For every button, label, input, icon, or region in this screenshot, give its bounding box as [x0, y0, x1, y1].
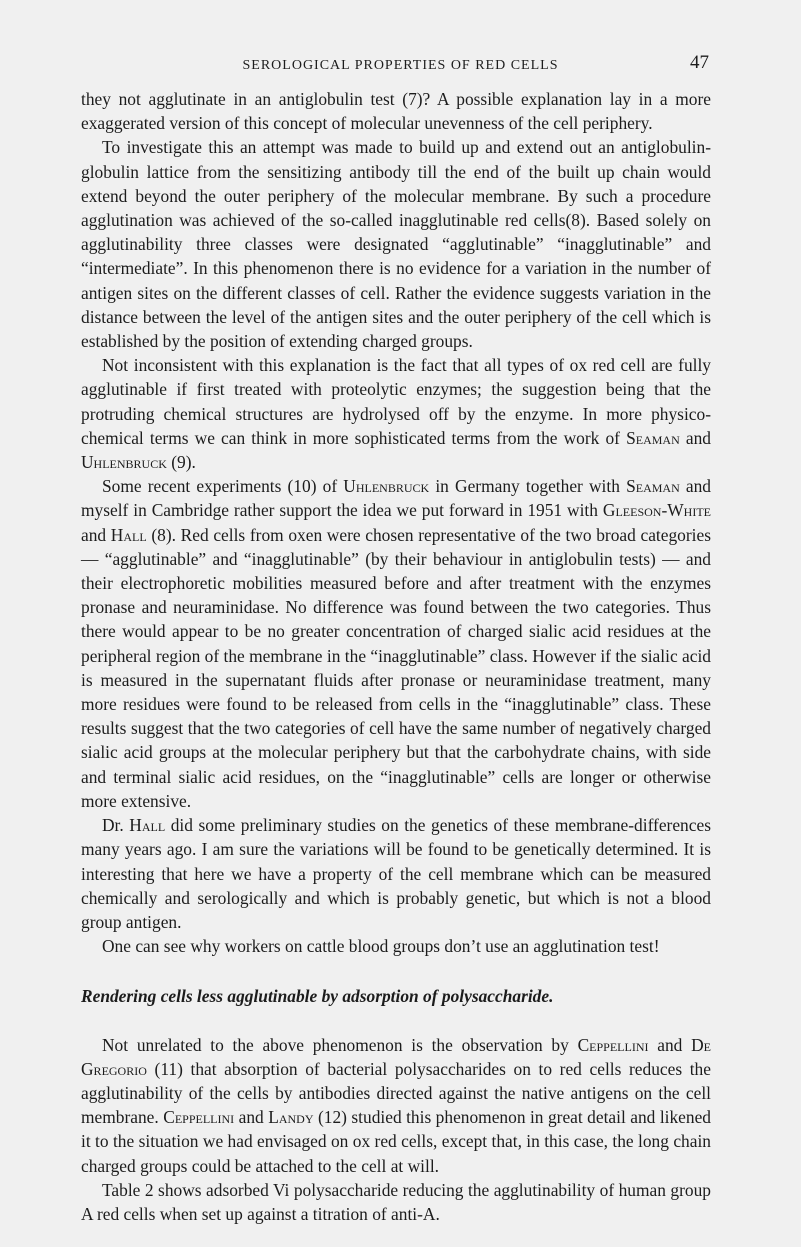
- author-name: Hall: [129, 815, 166, 836]
- text: Dr.: [102, 815, 124, 836]
- text: (8). Red cells from oxen were chosen representative of the two broad categories — “agglutinable” and “inagglutinable” (by their behaviour in antiglobulin tests) — and their electrophoretic mobilities measured before and after treatment with the enzymes pronase and neuraminidase. No difference was found between the two categories. Thus there would appear to be no greater concentration of charged sialic acid residues at the peripheral region of the membrane in the “inagglutinable” class. However if the sialic acid is measured in the supernatant fluids after pronase or neuraminidase treatment, many more residues were found to be released from cells in the “inagglutinable” class. These results suggest that the two categories of cell have the same number of negatively charged sialic acid groups at the molecular periphery but that the carbohydrate chains, with side and terminal sialic acid residues, on the “inagglutinable” cells are longer or otherwise more extensive.: [81, 524, 711, 811]
- body-text: [81, 87, 711, 1226]
- paragraph-table-reference: Table 2 shows adsorbed Vi polysaccharide reducing the agglutinability of human group A red cells when set up against a titration of anti-A.: [81, 1179, 711, 1224]
- text: (12) studied this phenomenon in great detail and likened it to the situation we had envisaged on ox red cells, except that, in this case, the long chain charged groups could be attached to the cell at will.: [81, 1107, 712, 1176]
- text: Not unrelated to the above phenomenon is the observation by: [102, 1034, 569, 1055]
- paragraph-lattice: To investigate this an attempt was made to build up and extend out an antiglobulin-globulin lattice from the sensitizing antibody till the end of the built up chain would extend beyond the outer periphery of the molecular membrane. By such a procedure agglutination was achieved of the so-called inagglutinable red cells(8). Based solely on agglutinability three classes were designated “agglutinable” “inagglutinable” and “intermediate”. In this phenomenon there is no evidence for a variation in the number of antigen sites on the different classes of cell. Rather the evidence suggests variation in the distance between the level of the antigen sites and the outer periphery of the cell which is established by the position of extending charged groups.: [81, 137, 711, 352]
- running-title: SEROLOGICAL PROPERTIES OF RED CELLS: [242, 58, 559, 73]
- text: Some recent experiments (10) of: [102, 476, 338, 497]
- text: and myself in Cambridge rather support the idea we put forward in 1951 with: [81, 476, 712, 521]
- text: in Germany together with: [435, 476, 620, 497]
- text: Not inconsistent with this explanation is the fact that all types of ox red cell are fully agglutinable if first treated with proteolytic enzymes; the suggestion being that the protruding chemical structures are hydrolysed off by the enzyme. In more physico-chemical terms we can think in more sophisticated terms from the work of: [81, 355, 711, 448]
- author-name: Seaman: [626, 476, 680, 497]
- section-subheading: Rendering cells less agglutinable by adsorption of polysaccharide.: [81, 986, 554, 1007]
- paragraph-polysaccharide: [81, 1033, 711, 1178]
- author-name: De Gregorio: [81, 1034, 711, 1079]
- paragraph-enzymes: [81, 353, 711, 474]
- author-name: Gleeson-White: [602, 500, 711, 521]
- author-name: Ceppellini: [577, 1034, 649, 1055]
- text: and: [238, 1107, 264, 1128]
- author-name: Landy: [268, 1107, 314, 1128]
- paragraph-continuation: they not agglutinate in an antiglobulin test (7)? A possible explanation lay in a more exaggerated version of this concept of molecular unevenness of the cell periphery.: [81, 89, 711, 134]
- author-name: Uhlenbruck: [343, 476, 430, 497]
- text: and: [685, 427, 711, 448]
- author-name: Uhlenbruck: [81, 452, 167, 473]
- paragraph-experiments: [81, 474, 711, 813]
- text: and: [657, 1034, 683, 1055]
- text: (11) that absorption of bacterial polysaccharides on to red cells reduces the agglutinability of the cells by antibodies directed against the native antigens on the cell membrane.: [81, 1058, 711, 1128]
- page-number: 47: [690, 52, 709, 73]
- text: and: [81, 524, 107, 545]
- text: (9).: [171, 452, 196, 473]
- author-name: Ceppellini: [163, 1107, 235, 1128]
- paragraph-cattle: One can see why workers on cattle blood groups don’t use an agglutination test!: [102, 936, 660, 957]
- author-name: Seaman: [626, 427, 680, 448]
- paragraph-genetics: [81, 813, 711, 934]
- text: did some preliminary studies on the genetics of these membrane-differences many years ago. I am sure the variations will be found to be genetically determined. It is interesting that here we have a property of the cell membrane which can be measured chemically and serologically and which is probably genetic, but which is not a blood group antigen.: [81, 815, 711, 932]
- author-name: Hall: [110, 524, 147, 545]
